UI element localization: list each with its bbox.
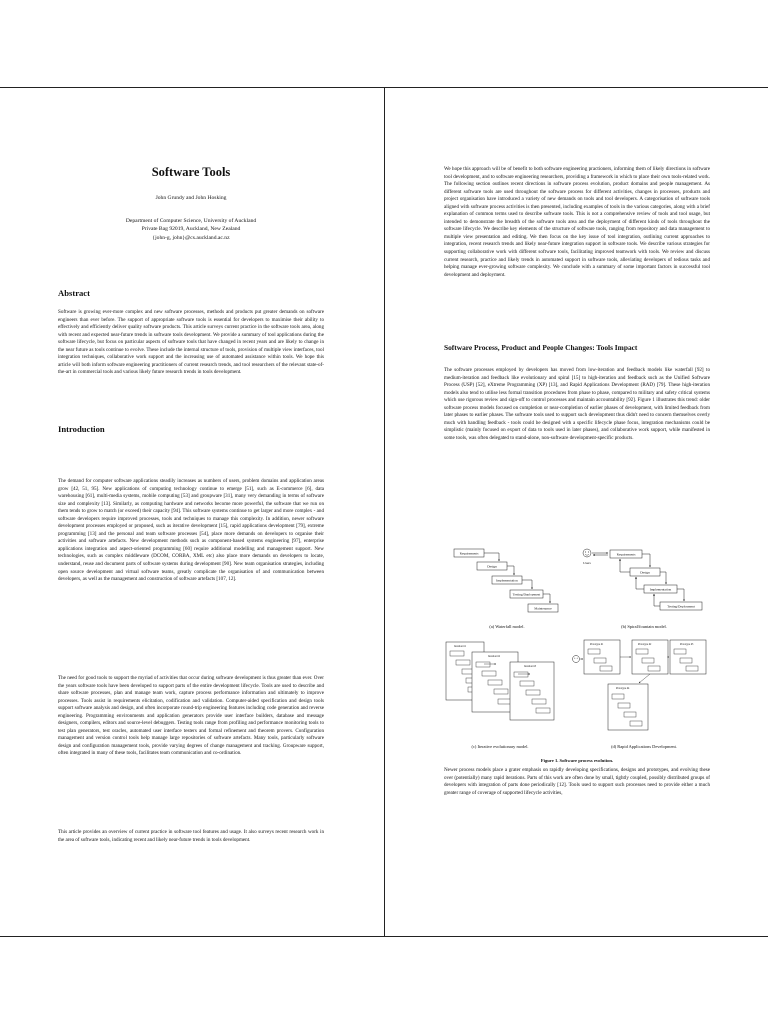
paper-authors: John Grundy and John Hosking: [155, 195, 227, 201]
section-heading-process: Software Process, Product and People Changes: Tools Impact: [444, 343, 638, 352]
spiral-diagram: [583, 549, 702, 610]
iteration-1-label: Iteration #1: [454, 645, 467, 648]
figure-1-caption: Figure 1. Software process evolution.: [540, 758, 614, 763]
figure-1: [444, 544, 710, 906]
right-paragraph-2: The software processes employed by developers has moved from low-iteration and feedback models like waterfall [92] to medium-iteration and feedback like evolutionary and spiral [15] to high-iteration and feedback such as the Unified Software Process (USP) [52], eXtreme Programming (XP) [13], and Rapid Applications Development (RAD) [79]. These high-iteration models also tend to utilise less formal transition procedures from phase to phase, compared to military and safety critical systems which use rigorous review and sign-off to control processes and maintain accountability [92]. Figure 1 illustrates this trend: older software process models focused on completion or near-completion of earlier phases of development, with limited feedback from later phases to earlier phases. The software tools used to support such development thus didn't need to concern themselves overly much with handling feedback - tools could be designed with a specific lifecycle phase focus, integration mechanisms could be simplistic (mainly focused on export of data to tools used in later phases), and collaborative work support, while manifested in some tools, was often delegated to stand-alone, non-software development-specific products.: [444, 367, 710, 441]
spiral-label-requirements: Requirements: [616, 552, 636, 557]
users-label: Users: [583, 561, 591, 565]
iteration-3-label: Iteration #3: [524, 665, 537, 668]
waterfall-diagram: [454, 549, 558, 612]
waterfall-label-design: Design: [487, 564, 497, 569]
right-paragraph-3: Newer process models place a grater emphasis on rapidly developing specifications, designs and prototypes, and evolving these over (potentially) many rapid iterations. Parts of this work are often done by small, tightly coupled, possibly distributed groups of developers with integration of parts done periodically [12]. Tools used to support such processes need to provide either a much greater range of coverage of supported lifecycle activities,: [444, 767, 710, 796]
spiral-label-testing: Testing/Deployment: [667, 604, 695, 609]
waterfall-label: (a) Waterfall model.: [489, 624, 525, 629]
affiliation-line-1: Department of Computer Science, University of Auckland: [125, 218, 257, 224]
abstract-heading: Abstract: [58, 288, 90, 298]
spiral-label: (b) Spiral/fountain model.: [621, 624, 667, 629]
iterative-diagram: [446, 642, 554, 720]
waterfall-label-maintenance: Maintenance: [534, 606, 552, 611]
waterfall-label-testing: Testing/Deployment: [512, 592, 541, 597]
introduction-heading: Introduction: [58, 424, 105, 434]
paper-title: Software Tools: [151, 165, 231, 179]
affiliation-line-2: Private Bag 92019, Auckland, New Zealand: [141, 226, 241, 233]
abstract-text: Software is growing ever-more complex and new software processes, methods and products put greater demands on software engineers than ever before. The support of appropriate software tools is essential for developers to maximise their ability to effectively and efficiently deliver quality software products. This article surveys current practice in the software tools area, along with recent and expected near-future trends in software tools development. We provide a summary of tool applications during the software lifecycle, but focus on particular aspects of software tools that have changed in recent years and are likely to change in the near future as tools continue to evolve. These include the internal structure of tools, provision of multiple view interfaces, tool integration techniques, collaborative work support and the increasing use of automated assistance within tools. We hope this article will both inform software engineering practitioners of current research trends, and tool researchers of the relevant state-of-the-art in commercial tools and various likely future research trends in tools development.: [58, 309, 324, 376]
rad-diagram: [573, 640, 707, 730]
introduction-paragraph-1: The demand for computer software applications steadily increases as numbers of users, problem domains and application areas grow [42, 51, 95]. New applications of computing technology continue to emerge [51], such as E-commerce [6], data warehousing [61], multi-media systems, mobile computing [53] and groupware [31], many very demanding in terms of software size and complexity [13]. Similarly, as computing hardware and networks become more powerful, the software that we run on them tends to grow to match (or exceed) their capacity [94]. This software systems continue to get larger and more complex - and software developers require improved processes, tools and techniques to manage this complexity. In addition, newer software development processes employed or proposed, such as iterative development [15], rapid applications development [79], extreme programming [13] and the personal and team software processes [54], place more demands on developers to organise their activities and software artefacts. New development methods such as component-based systems engineering [97], enterprise applications integration and aspect-oriented programming [60] require additional modelling and management support. New technologies, such as complex middleware (DCOM, CORBA, XML etc) also place more demands on developers to locate, understand, reuse and document parts of software systems during development [90]. New team organisation strategies, including open source development and virtual software teams, greatly complicate the organisation of and communication between developers, as well as the management and construction of software artefacts [107, 12].: [58, 478, 324, 583]
users-icon: [583, 549, 591, 557]
left-page: [58, 87, 324, 937]
prototype-1-label: Prototype #1: [590, 643, 604, 646]
right-page: [444, 87, 710, 937]
right-paragraph-1: We hope this approach will be of benefit to both software engineering practioners, informing them of likely directions in software tool development, and to software engineering researchers, providing a framework in which to place their own tools-related work. The following section outlines recent directions in software process evolution, product domains and people management. As different software tools are used throughout the software process for different activities, changes in processes, products and project organisation have introduced a variety of new demands on tools and tool developers. A categorisation of software tools aligned with software process activities is then presented, including examples of tools in the various categories, along with a brief explanation of common terms used to describe software tools. This is not a comprehensive review of tools and tool usage, but intended to demonstrate the breadth of the software tools area and the deployment of different kinds of tools throughout the software lifecycle. We describe key elements of the structure of software tools, ranging from repository and data management to multiple view presentation and editing. We then focus on the key issue of tool integration, outlining current approaches to integration, recent research trends and likely near-future integration support in software tools. We describe various strategies for supporting collaborative work with different software tools, facilitating improved teamwork with tools. We review and discuss current research, practice and likely trends in automated support in software tools, alleviating developers of tedious tasks and helping manage ever-growing software complexity. We conclude with a summary of some important factors in successful tool development and deployment.: [444, 166, 710, 278]
spiral-label-design: Design: [640, 570, 650, 575]
prototype-2-label: Prototype #2: [638, 643, 652, 646]
affiliation-line-3: {john-g, john}@cs.auckland.ac.nz: [152, 234, 230, 241]
introduction-paragraph-2: The need for good tools to support the myriad of activities that occur during software development is thus greater than ever. Over the years software tools have been developed to support parts of the entire development lifecycle. Tools are used to describe and share software processes, plan and manage team work, capture process performance information and ultimately to improve processes. Tools assist in requirements elicitation, codification and validation. Computer-aided specification and design tools support software analysis and design, and often incorporate round-trip engineering features including code generation and reverse engineering. Programming environments and application generators provide user interface builders, database and message designers, compilers, editors and source-level debuggers. Testing tools range from profiling and performance monitoring tools to test plan generators, test oracles, automated user interface testers and formal refinement and theorem provers. Configuration management and version control tools help manage large repositories of software artefacts. Many tools, particularly software design and configuration management tools, provide varying degrees of change management and tracking. Groupware support, often integrated in many of these tools, facilitates team communication and co-ordination.: [58, 675, 324, 757]
iteration-2-label: Iteration #2: [488, 655, 501, 658]
iterative-label: (c) Iterative evolutionary model.: [471, 744, 529, 749]
figure-1-diagram: [444, 544, 710, 906]
paper-affiliation: [58, 217, 324, 242]
spiral-label-implementation: Implementation: [649, 587, 672, 592]
waterfall-label-implementation: Implementation: [496, 578, 518, 583]
rad-users-icon: [573, 656, 580, 663]
rad-label: (d) Rapid Applications Development.: [611, 744, 677, 749]
prototype-3-label: Prototype #3: [680, 643, 694, 646]
prototype-4-label: Prototype #4: [616, 687, 630, 690]
introduction-paragraph-3: This article provides an overview of current practice in software tool features and usage. It also surveys recent research work in the area of software tools, indicating recent and likely near-future trends in tools development.: [58, 829, 324, 843]
page-divider: [384, 87, 385, 937]
waterfall-label-requirements: Requirements: [459, 551, 479, 556]
